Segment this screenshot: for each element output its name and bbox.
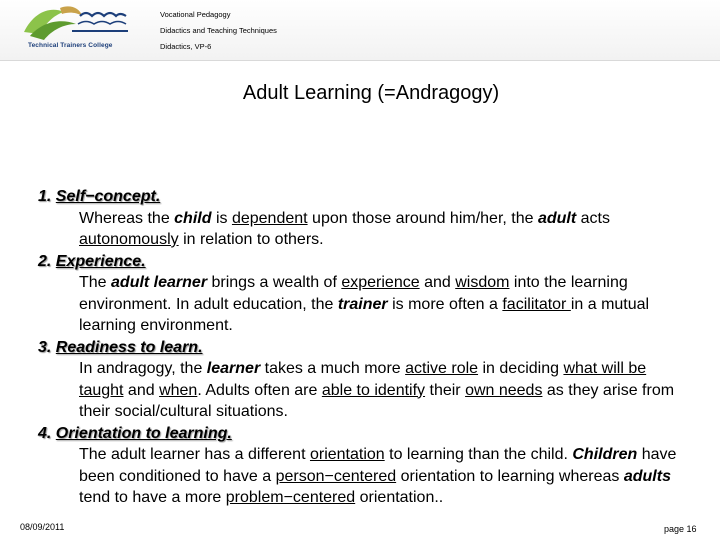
body-text-segment: is [211,209,232,227]
body-text-segment: brings a wealth of [207,274,342,291]
body-text-segment: in a mutual learning environment. [79,295,650,334]
body-text-segment: orientation [309,446,385,463]
body-text-segment: The [79,274,112,291]
section-body [79,444,691,509]
body-text-segment: active role [405,360,479,377]
body-text-segment: Children [572,446,638,463]
body-text-segment: is more often a [387,295,503,313]
body-text-segment: dependent [231,209,308,227]
body-text-segment: own needs [465,381,543,399]
header-unit-code: Didactics, VP-6 [160,42,212,51]
body-text-segment: when [159,381,198,399]
body-text-segment: what will be taught [79,360,647,399]
section-orientation [38,423,698,509]
body-text-segment: into the learning environment. In adult education, the [79,274,628,313]
body-text-segment: to learning than the child. [384,446,573,463]
section-heading [38,186,698,208]
section-self-concept [38,186,698,251]
body-text-segment: in relation to others. [178,231,324,248]
section-body [79,358,691,423]
body-text-segment: and [123,381,160,399]
body-text-segment: as they arise from their social/cultural situations. [79,381,675,420]
body-text-segment: upon those around him/her, the [307,209,538,227]
section-number: 4. [38,424,52,442]
section-body [79,272,691,337]
body-text-segment: acts [576,209,610,227]
section-number: 2. [38,252,52,270]
body-text-segment: orientation.. [355,489,444,506]
section-title: Readiness to learn. [55,338,203,356]
section-body [79,208,691,251]
body-text-segment: takes a much more [260,360,406,377]
body-text-segment: adult learner [111,274,208,291]
header-course-title: Vocational Pedagogy [160,10,231,19]
body-text-segment: . Adults often are [197,381,322,399]
body-text-segment: person−centered [275,467,397,485]
section-experience [38,251,698,337]
body-text-segment: in deciding [478,360,564,377]
body-text-segment: child [174,209,212,227]
footer-page-number: page 16 [664,524,697,534]
section-number: 3. [38,338,52,356]
body-text-segment: In andragogy, the [79,360,207,377]
section-title: Self−concept. [55,188,161,205]
section-heading [38,423,698,445]
body-text-segment: able to identify [321,381,426,399]
header-module-title: Didactics and Teaching Techniques [160,26,277,35]
slide-title: Adult Learning (=Andragogy) [242,82,500,104]
section-readiness [38,337,698,423]
body-text-segment: autonomously [79,231,179,248]
body-text-segment: Whereas the [79,209,175,227]
body-text-segment: have been conditioned to have a [79,446,677,485]
slide-header [0,0,720,61]
section-title: Experience. [55,252,146,270]
body-text-segment: and [419,274,456,291]
section-heading [38,337,698,359]
footer-date: 08/09/2011 [20,522,65,532]
body-text-segment: trainer [337,295,388,313]
section-number: 1. [38,188,52,205]
body-text-segment: orientation to learning whereas [396,467,624,485]
body-text-segment: problem−centered [225,489,356,506]
section-title: Orientation to learning. [55,424,232,442]
body-text-segment: adult [537,209,577,227]
body-text-segment: experience [341,274,420,291]
body-text-segment: learner [206,360,261,377]
body-text-segment: adults [623,467,671,485]
section-heading [38,251,698,273]
body-text-segment: their [425,381,466,399]
logo-college-name: Technical Trainers College [28,42,113,49]
body-text-segment: facilitator [502,295,571,313]
slide-content [38,186,698,509]
body-text-segment: tend to have a more [79,489,226,506]
body-text-segment: wisdom [455,274,510,291]
body-text-segment: The adult learner has a different [79,446,310,463]
